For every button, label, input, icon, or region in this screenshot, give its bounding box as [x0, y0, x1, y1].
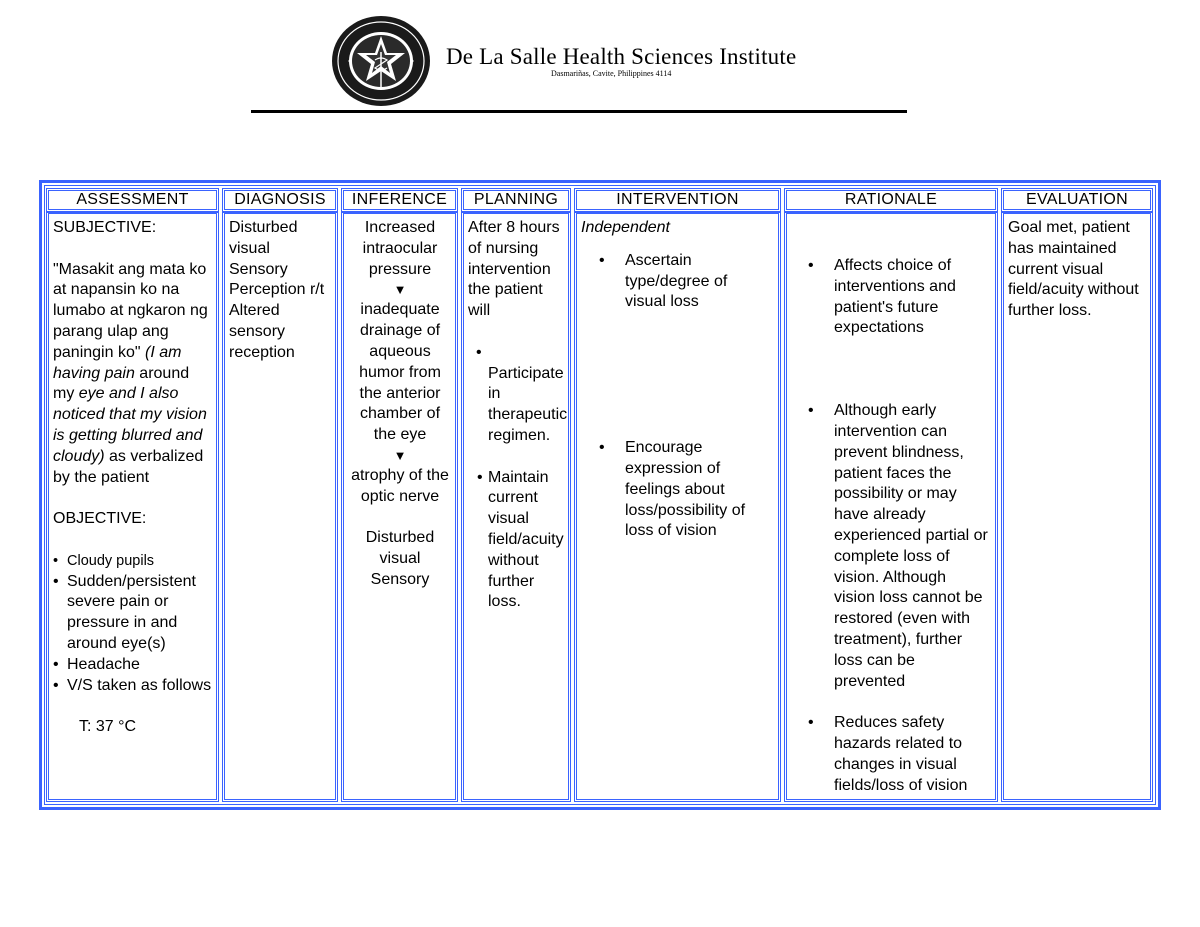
- nursing-diagnosis: Disturbed visual Sensory Perception r/t Altered sensory reception: [229, 219, 325, 361]
- translation-part-3: eye and I also noticed that my vision is getting blurred and cloudy): [53, 385, 207, 465]
- intervention-text: Ascertain type/degree of visual loss: [625, 251, 728, 311]
- planning-goal: [468, 468, 565, 614]
- header-assessment: ASSESSMENT: [46, 188, 219, 212]
- assessment-cell: [46, 212, 219, 802]
- institution-seal-logo: [330, 14, 432, 108]
- evaluation-cell: [1001, 212, 1153, 802]
- evaluation-text: Goal met, patient has maintained current visual field/acuity without further loss.: [1008, 219, 1139, 320]
- rationale-item: [791, 256, 992, 339]
- intervention-item: [581, 438, 775, 542]
- header-rationale: RATIONALE: [784, 188, 998, 212]
- patient-quote: "Masakit ang mata ko at napansin ko na lumabo at ngkaron ng parang ulap ang paningin ko": [53, 260, 208, 361]
- header-divider: [251, 110, 907, 113]
- inference-step-1: Increased intraocular pressure: [362, 219, 438, 278]
- intervention-cell: [574, 212, 781, 802]
- bullet-icon: •: [808, 714, 814, 732]
- header-planning: PLANNING: [461, 188, 571, 212]
- header-evaluation: EVALUATION: [1001, 188, 1153, 212]
- objective-item: • Headache: [53, 655, 213, 676]
- rationale-item: [791, 713, 992, 796]
- diagnosis-cell: [222, 212, 338, 802]
- planning-goal: [468, 343, 568, 447]
- subjective-data: [53, 260, 213, 489]
- planning-goal-text: Maintain current visual field/acuity without further loss.: [488, 468, 564, 611]
- rationale-cell: [784, 212, 998, 802]
- arrow-down-icon: ▼: [393, 282, 407, 298]
- objective-label: OBJECTIVE:: [53, 510, 147, 528]
- translation-part-4: as verbalized by the patient: [53, 447, 204, 486]
- intervention-item: [581, 251, 775, 313]
- objective-item: • V/S taken as follows: [53, 676, 213, 697]
- rationale-text: Affects choice of interventions and patient's future expectations: [834, 257, 956, 337]
- planning-goal-text: Participate in therapeutic regimen.: [488, 364, 568, 444]
- institution-name: De La Salle Health Sciences Institute: [446, 44, 797, 69]
- translation-part-2: around my: [53, 364, 190, 403]
- inference-step-2: inadequate drainage of aqueous humor from the anterior chamber of the eye: [359, 301, 441, 444]
- objective-item: • Cloudy pupils: [53, 551, 213, 572]
- institution-address: Dasmariñas, Cavite, Philippines 4114: [551, 69, 672, 78]
- bullet-icon: •: [599, 439, 605, 457]
- inference-step-3: atrophy of the optic nerve: [351, 466, 449, 505]
- subjective-label: SUBJECTIVE:: [53, 219, 157, 236]
- planning-intro: After 8 hours of nursing intervention the patient will: [468, 219, 560, 320]
- bullet-icon: •: [599, 251, 605, 269]
- bullet-icon: •: [808, 402, 814, 420]
- intervention-text: Encourage expression of feelings about loss/possibility of loss of vision: [625, 439, 746, 540]
- intervention-type: [581, 218, 775, 239]
- planning-cell: [461, 212, 571, 802]
- objective-item: • Sudden/persistent severe pain or pressure in and around eye(s): [53, 572, 213, 655]
- bullet-icon: •: [476, 343, 482, 361]
- rationale-text: Although early intervention can prevent blindness, patient faces the possibility or may have already experienced partial or complete loss of vision. Although vision loss cannot be restored (even with treatment), further loss can be prevented: [834, 402, 988, 690]
- rationale-item: [791, 401, 992, 692]
- bullet-icon: •: [477, 468, 483, 486]
- inference-step-4: Disturbed visual Sensory: [365, 529, 435, 588]
- intervention-type-label: Independent: [581, 219, 670, 236]
- header-diagnosis: DIAGNOSIS: [222, 188, 338, 212]
- vital-sign-temperature: T: 37 °C: [79, 718, 137, 736]
- translation-part-1: (I am having pain: [53, 343, 182, 382]
- header-inference: INFERENCE: [341, 188, 458, 212]
- bullet-icon: •: [808, 257, 814, 274]
- inference-cell: [341, 212, 458, 802]
- objective-list: [53, 551, 213, 697]
- header-intervention: INTERVENTION: [574, 188, 781, 212]
- arrow-down-icon: ▼: [393, 447, 407, 463]
- rationale-text: Reduces safety hazards related to changes in visual fields/loss of vision: [834, 714, 968, 794]
